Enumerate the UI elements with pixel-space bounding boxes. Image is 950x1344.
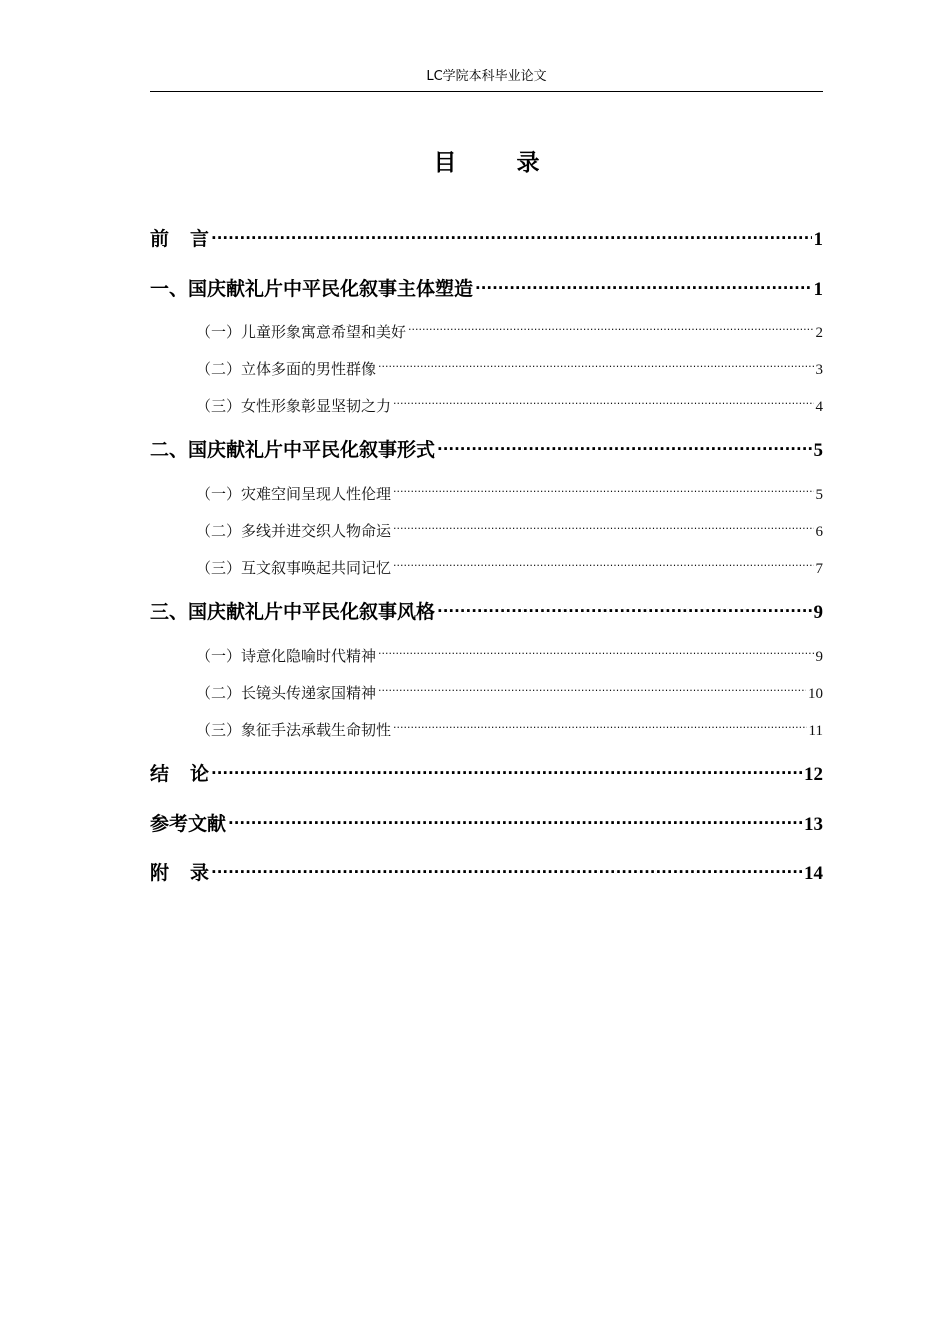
- toc-leader-dots: [393, 720, 807, 735]
- toc-entry-references[interactable]: [150, 811, 823, 838]
- toc-entry-page: 4: [815, 399, 823, 415]
- toc-entry-label: （一）灾难空间呈现人性伦理: [196, 485, 392, 503]
- toc-entry-section-1-2[interactable]: [196, 358, 823, 381]
- toc-entry-label: （二）多线并进交织人物命运: [196, 522, 392, 540]
- toc-leader-dots: [228, 811, 802, 830]
- toc-entry-label: 前言: [150, 228, 231, 250]
- toc-leader-dots: [475, 276, 811, 295]
- toc-leader-dots: [393, 558, 813, 573]
- toc-leader-dots: [378, 359, 813, 374]
- toc-entry-page: 10: [808, 686, 823, 702]
- toc-entry-label: （一）儿童形象寓意希望和美好: [196, 323, 407, 341]
- toc-entry-label: 三、国庆献礼片中平民化叙事风格: [150, 601, 436, 623]
- toc-leader-dots: [437, 599, 811, 618]
- toc-leader-dots: [393, 484, 813, 499]
- toc-entry-page: 9: [813, 602, 823, 623]
- running-header: LC学院本科毕业论文: [426, 69, 547, 84]
- toc-leader-dots: [378, 646, 813, 661]
- toc-entry-section-3-2[interactable]: [196, 682, 823, 705]
- toc-title: 目 录: [433, 150, 566, 176]
- toc-entry-page: 1: [813, 279, 823, 300]
- toc-entry-label: （三）女性形象彰显坚韧之力: [196, 397, 392, 415]
- toc-entry-label: 一、国庆献礼片中平民化叙事主体塑造: [150, 278, 474, 300]
- toc-entry-label: 参考文献: [150, 813, 227, 835]
- toc-entry-label: （二）立体多面的男性群像: [196, 360, 377, 378]
- toc-leader-dots: [393, 521, 813, 536]
- toc-leader-dots: [378, 683, 806, 698]
- toc-entry-chapter-2[interactable]: [150, 437, 823, 464]
- toc-entry-section-2-2[interactable]: [196, 520, 823, 543]
- toc-entry-label: 二、国庆献礼片中平民化叙事形式: [150, 439, 436, 461]
- toc-entry-appendix[interactable]: [150, 860, 823, 887]
- toc-entry-label: （一）诗意化隐喻时代精神: [196, 647, 377, 665]
- toc-entry-page: 13: [804, 814, 823, 835]
- toc-entry-preface[interactable]: [150, 226, 823, 253]
- toc-entry-page: 3: [815, 362, 823, 378]
- toc-entry-section-1-1[interactable]: [196, 321, 823, 344]
- toc-entry-label: （二）长镜头传递家国精神: [196, 684, 377, 702]
- toc-entry-chapter-1[interactable]: [150, 276, 823, 303]
- toc-leader-dots: [211, 761, 802, 780]
- toc-entry-label: 结论: [150, 763, 231, 785]
- toc-entry-section-3-3[interactable]: [196, 719, 823, 742]
- toc-entry-page: 12: [804, 764, 823, 785]
- toc-entry-page: 9: [815, 649, 823, 665]
- toc-entry-label: 附录: [150, 862, 231, 884]
- toc-entry-page: 5: [813, 440, 823, 461]
- toc-entry-section-3-1[interactable]: [196, 645, 823, 668]
- header-rule: [150, 91, 823, 92]
- toc-entry-section-1-3[interactable]: [196, 395, 823, 418]
- toc-leader-dots: [437, 437, 811, 456]
- toc-entry-chapter-3[interactable]: [150, 599, 823, 626]
- toc-entry-section-2-1[interactable]: [196, 483, 823, 506]
- toc-entry-page: 11: [808, 723, 823, 739]
- toc-entry-label: （三）互文叙事唤起共同记忆: [196, 559, 392, 577]
- toc-entry-page: 6: [815, 524, 823, 540]
- toc-leader-dots: [393, 396, 813, 411]
- toc-entry-conclusion[interactable]: [150, 761, 823, 788]
- toc-entry-section-2-3[interactable]: [196, 557, 823, 580]
- toc-entry-page: 1: [813, 229, 823, 250]
- toc-leader-dots: [211, 226, 811, 245]
- toc-leader-dots: [408, 322, 813, 337]
- toc-leader-dots: [211, 860, 802, 879]
- toc-entry-label: （三）象征手法承载生命韧性: [196, 721, 392, 739]
- toc-entry-page: 2: [815, 325, 823, 341]
- toc-entry-page: 7: [815, 561, 823, 577]
- toc-entry-page: 14: [804, 863, 823, 884]
- toc-entry-page: 5: [815, 487, 823, 503]
